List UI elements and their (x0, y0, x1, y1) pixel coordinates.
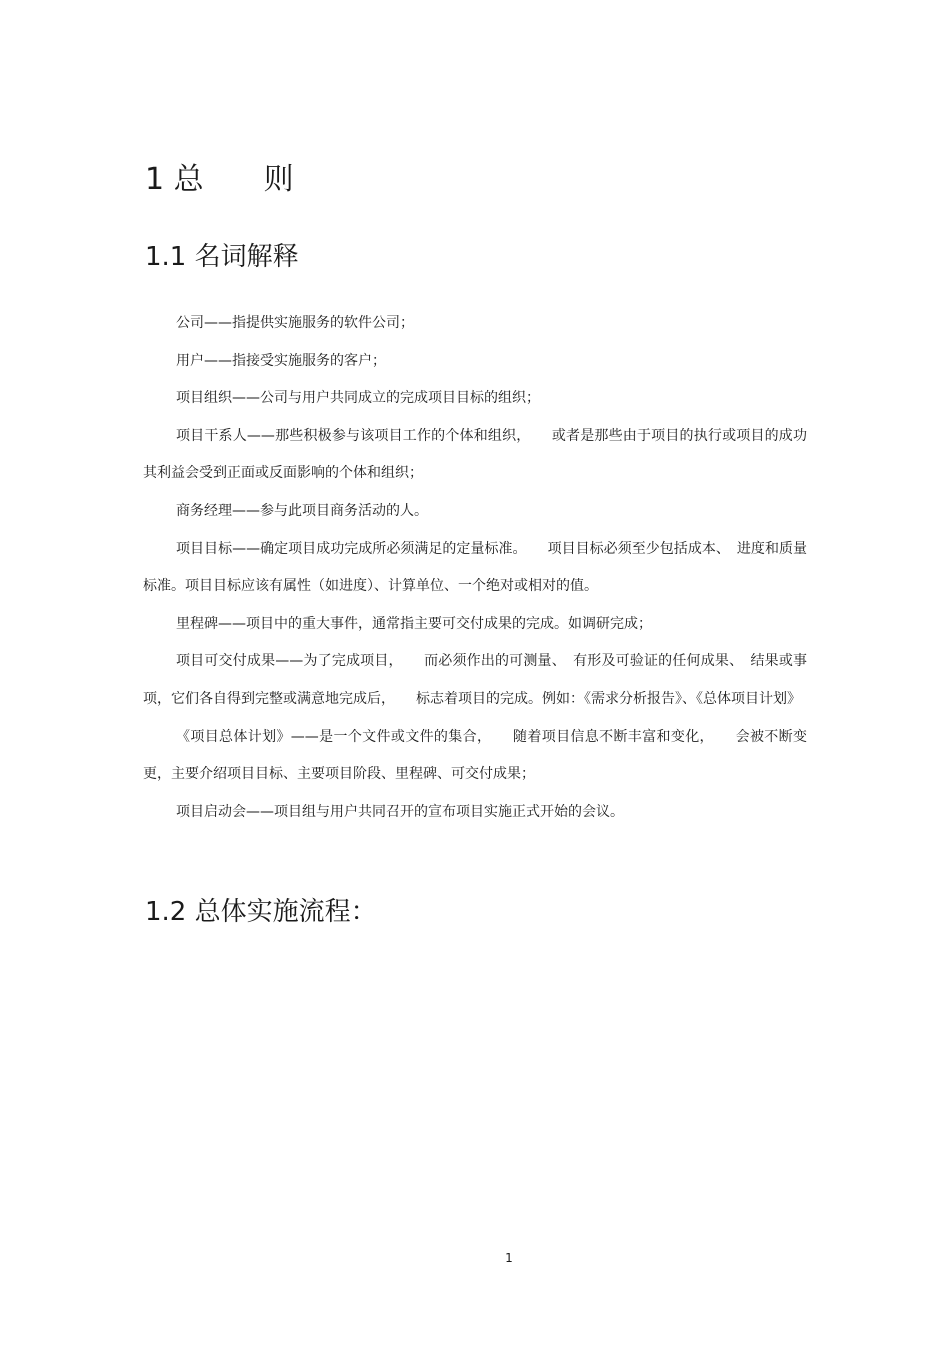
definition-paragraph: 项目干系人——那些积极参与该项目工作的个体和组织， 或者是那些由于项目的执行或项目的成功其利益会受到正面或反面影响的个体和组织； (143, 427, 807, 482)
definition-paragraph: 项目可交付成果——为了完成项目， 而必须作出的可测量、 有形及可验证的任何成果、 结果或事项，它们各自得到完整或满意地完成后， 标志着项目的完成。例如：《需求分析报告》、《总体项目计划》 (143, 653, 807, 707)
definition-paragraph: 用户——指接受实施服务的客户； (176, 352, 386, 369)
section-heading-process: 1.2 总体实施流程： (145, 897, 377, 927)
definition-paragraph: 公司——指提供实施服务的软件公司； (176, 315, 414, 331)
chapter-heading: 1 总 则 (145, 162, 294, 197)
definition-paragraph: 商务经理——参与此项目商务活动的人。 (176, 502, 428, 519)
definition-paragraph: 项目目标——确定项目成功完成所必须满足的定量标准。 项目目标必须至少包括成本、 进度和质量标准。项目目标应该有属性（如进度）、计算单位、一个绝对或相对的值。 (143, 540, 807, 595)
definition-paragraph: 项目启动会——项目组与用户共同召开的宣布项目实施正式开始的会议。 (176, 803, 624, 820)
definition-paragraph: 《项目总体计划》——是一个文件或文件的集合， 随着项目信息不断丰富和变化， 会被不断变更，主要介绍项目目标、主要项目阶段、里程碑、可交付成果； (143, 728, 807, 783)
section-heading-terms: 1.1 名词解释 (145, 242, 299, 272)
definitions-list (143, 305, 807, 831)
page-number: 1 (505, 1251, 513, 1265)
definition-paragraph: 里程碑——项目中的重大事件，通常指主要可交付成果的完成。如调研完成； (176, 615, 652, 632)
definition-paragraph: 项目组织——公司与用户共同成立的完成项目目标的组织； (176, 390, 540, 407)
